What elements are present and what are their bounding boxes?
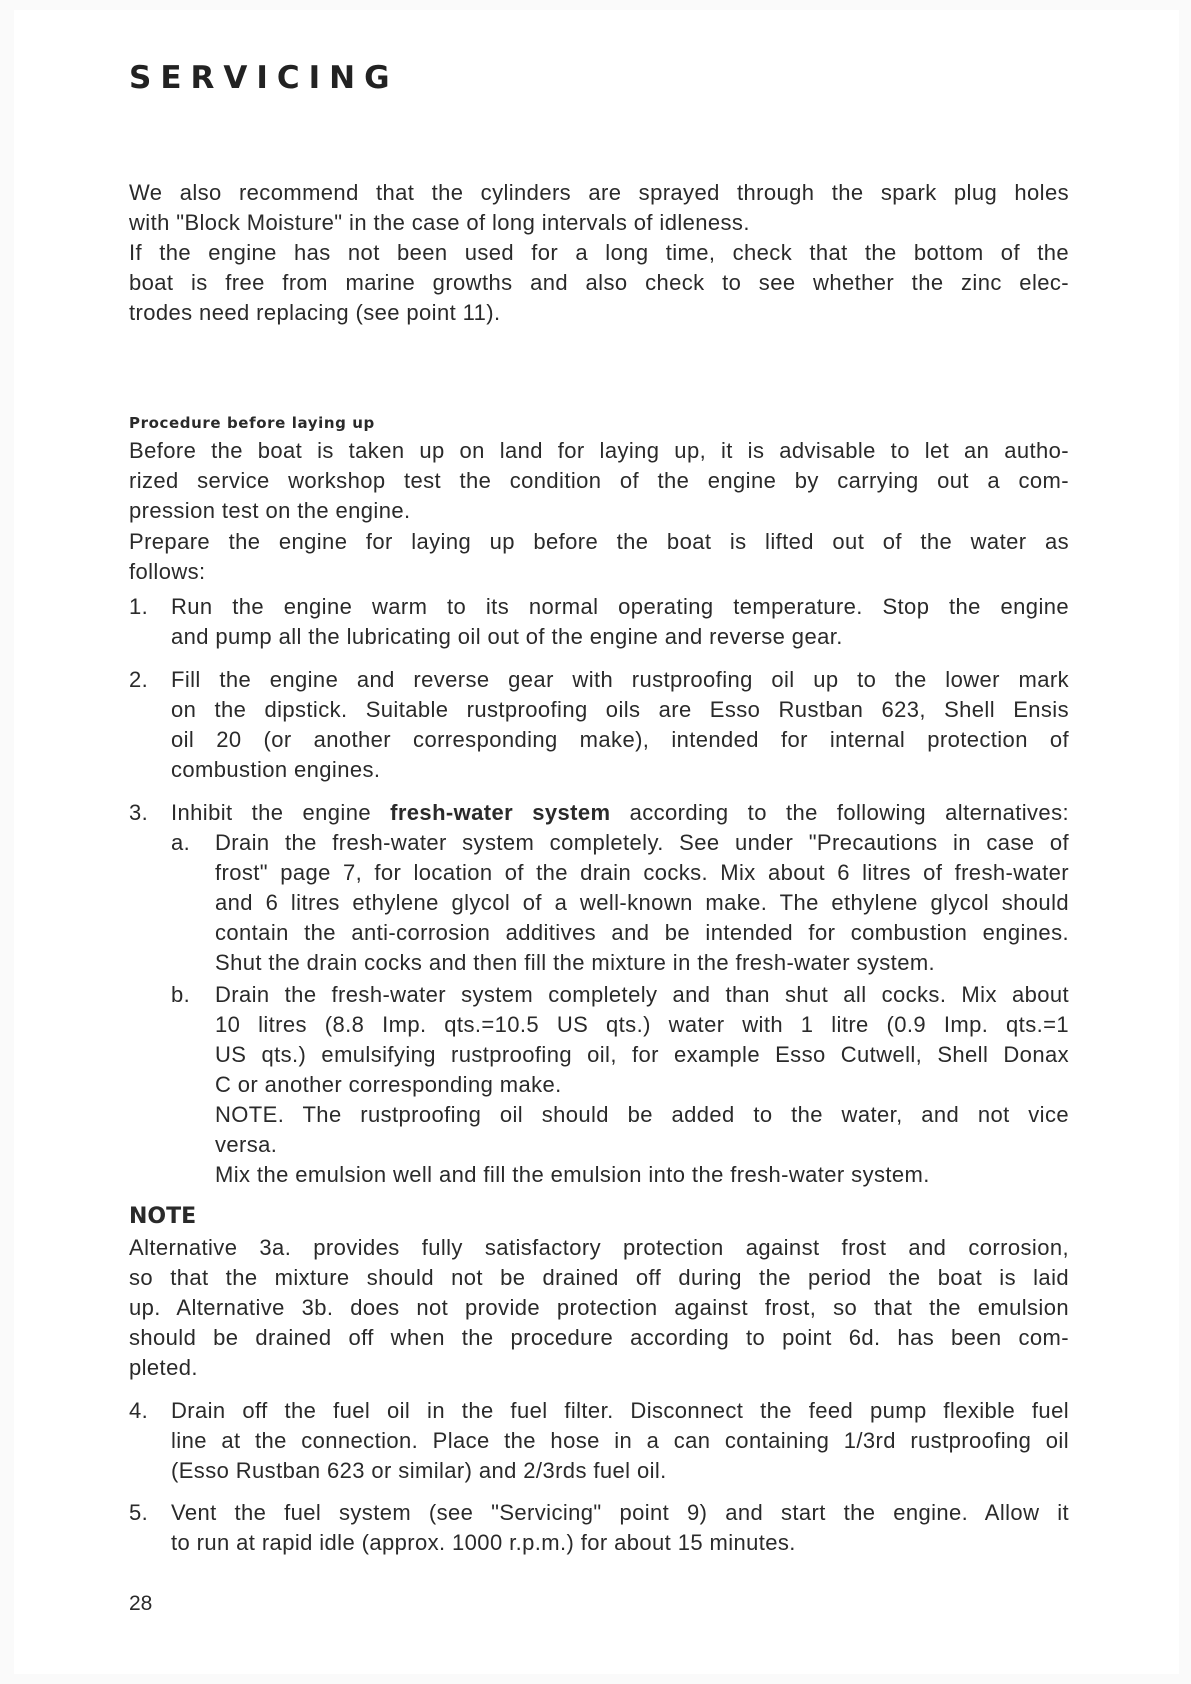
text-line: NOTE. The rustproofing oil should be added to the water, and not vice	[215, 1102, 1069, 1127]
text-line: Drain off the fuel oil in the fuel filter. Disconnect the feed pump flexible fuel	[171, 1398, 1069, 1423]
text-line: Vent the fuel system (see "Servicing" point 9) and start the engine. Allow it	[171, 1500, 1069, 1525]
text-line: oil 20 (or another corresponding make), intended for internal protection of	[171, 727, 1069, 752]
text-line: US qts.) emulsifying rustproofing oil, for example Esso Cutwell, Shell Donax	[215, 1042, 1069, 1067]
emphasis: fresh-water system	[390, 800, 611, 825]
text-line: Before the boat is taken up on land for laying up, it is advisable to let an autho-	[129, 438, 1069, 463]
text-line: trodes need replacing (see point 11).	[129, 300, 501, 325]
list-item-3	[129, 798, 1069, 1190]
list-item-4	[129, 1396, 1069, 1486]
text-line: rized service workshop test the condition of the engine by carrying out a com-	[129, 468, 1069, 493]
text-line: Alternative 3a. provides fully satisfactory protection against frost and corrosion,	[129, 1235, 1069, 1260]
list-number: 5.	[129, 1500, 149, 1525]
text-line: Run the engine warm to its normal operating temperature. Stop the engine	[171, 594, 1069, 619]
sub-letter: b.	[171, 982, 191, 1007]
text-line: We also recommend that the cylinders are sprayed through the spark plug holes	[129, 180, 1069, 205]
text-line: should be drained off when the procedure according to point 6d. has been com-	[129, 1325, 1069, 1350]
list-item-2	[129, 665, 1069, 785]
text-line: 10 litres (8.8 Imp. qts.=10.5 US qts.) water with 1 litre (0.9 Imp. qts.=1	[215, 1012, 1069, 1037]
text-line: and 6 litres ethylene glycol of a well-known make. The ethylene glycol should	[215, 890, 1069, 915]
text-line: pleted.	[129, 1355, 198, 1380]
text-line: Mix the emulsion well and fill the emulsion into the fresh-water system.	[215, 1162, 930, 1187]
text-line: If the engine has not been used for a long time, check that the bottom of the	[129, 240, 1069, 265]
paragraph-compression-test	[129, 436, 1069, 526]
sub-item-b	[129, 980, 1069, 1190]
section-heading: Procedure before laying up	[129, 414, 375, 432]
text: Inhibit the engine	[171, 800, 391, 825]
text-line: Shut the drain cocks and then fill the mixture in the fresh-water system.	[215, 950, 936, 975]
text-line: combustion engines.	[171, 757, 381, 782]
text-line: and pump all the lubricating oil out of the engine and reverse gear.	[171, 624, 843, 649]
text-line: Drain the fresh-water system completely. See under "Precautions in case of	[215, 830, 1069, 855]
text-line: boat is free from marine growths and also check to see whether the zinc elec-	[129, 270, 1069, 295]
paragraph-intro	[129, 178, 1069, 238]
page-title: SERVICING	[129, 60, 399, 96]
text-line: Fill the engine and reverse gear with rustproofing oil up to the lower mark	[171, 667, 1069, 692]
page-number: 28	[129, 1592, 153, 1615]
text-line: on the dipstick. Suitable rustproofing oils are Esso Rustban 623, Shell Ensis	[171, 697, 1069, 722]
text-line: to run at rapid idle (approx. 1000 r.p.m.) for about 15 minutes.	[171, 1530, 796, 1555]
text: according to the following alternatives:	[610, 800, 1069, 825]
text-line: (Esso Rustban 623 or similar) and 2/3rds fuel oil.	[171, 1458, 667, 1483]
paragraph-idle-check	[129, 238, 1069, 328]
paragraph-prepare	[129, 527, 1069, 587]
text-line: Prepare the engine for laying up before the boat is lifted out of the water as	[129, 529, 1069, 554]
list-number: 2.	[129, 667, 149, 692]
text-line: pression test on the engine.	[129, 498, 411, 523]
text-line: with "Block Moisture" in the case of long intervals of idleness.	[129, 210, 750, 235]
list-number: 1.	[129, 594, 149, 619]
sub-item-a	[129, 828, 1069, 978]
sub-letter: a.	[171, 830, 191, 855]
text-line: line at the connection. Place the hose in a can containing 1/3rd rustproofing oil	[171, 1428, 1069, 1453]
list-item-5	[129, 1498, 1069, 1558]
list-item-1	[129, 592, 1069, 652]
text-line: contain the anti-corrosion additives and be intended for combustion engines.	[215, 920, 1069, 945]
text-line: follows:	[129, 559, 206, 584]
text-line: frost" page 7, for location of the drain cocks. Mix about 6 litres of fresh-water	[215, 860, 1069, 885]
note-heading: NOTE	[129, 1204, 197, 1229]
text-line: so that the mixture should not be drained off during the period the boat is laid	[129, 1265, 1069, 1290]
text-line: Drain the fresh-water system completely and than shut all cocks. Mix about	[215, 982, 1069, 1007]
text-line: up. Alternative 3b. does not provide protection against frost, so that the emulsion	[129, 1295, 1069, 1320]
list-number: 3.	[129, 800, 149, 825]
list-number: 4.	[129, 1398, 149, 1423]
text-line: versa.	[215, 1132, 278, 1157]
text-line: C or another corresponding make.	[215, 1072, 562, 1097]
note-paragraph	[129, 1233, 1069, 1383]
